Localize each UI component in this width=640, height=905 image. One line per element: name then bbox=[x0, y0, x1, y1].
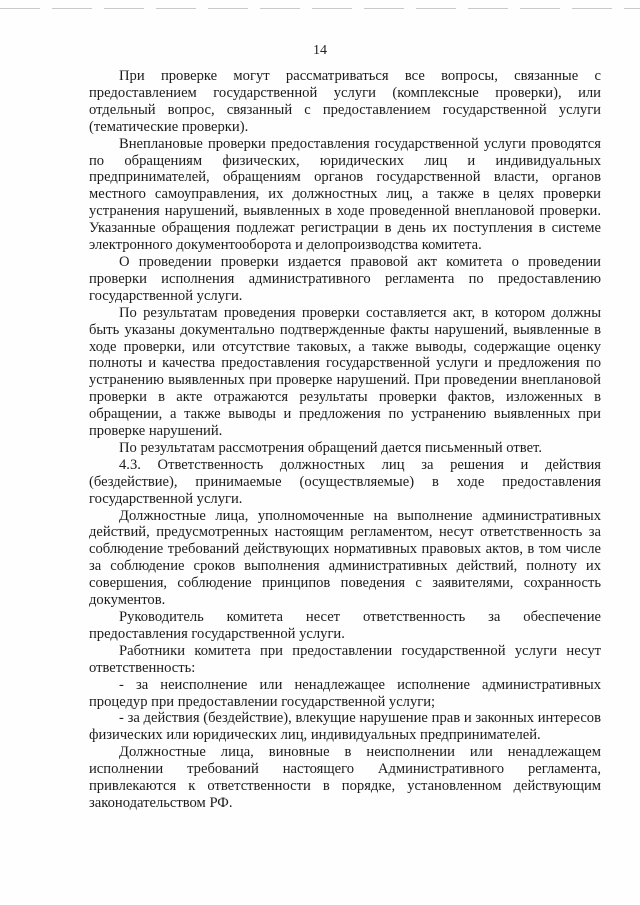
paragraph: Должностные лица, уполномоченные на выполнение административных действий, предусмотренных настоящим регламентом, несут ответственность за соблюдение требований действующих нормативных правовых актов, в том числе за соблюдение сроков выполнения административных действий, полноту их совершения, соблюдение принципов поведения с заявителями, сохранность документов. bbox=[89, 507, 601, 609]
body-text bbox=[89, 68, 601, 812]
paragraph: При проверке могут рассматриваться все вопросы, связанные с предоставлением государственной услуги (комплексные проверки), или отдельный вопрос, связанный с предоставлением государственной услуги (тематические проверки). bbox=[89, 68, 601, 135]
list-item: - за действия (бездействие), влекущие нарушение прав и законных интересов физических или юридических лиц, индивидуальных предпринимателей. bbox=[89, 710, 601, 744]
scan-edge bbox=[0, 8, 640, 9]
section-heading: 4.3. Ответственность должностных лиц за решения и действия (бездействие), принимаемые (осуществляемые) в ходе предоставления государственной услуги. bbox=[89, 456, 601, 507]
paragraph: Руководитель комитета несет ответственность за обеспечение предоставления государственной услуги. bbox=[89, 609, 601, 642]
page-number: 14 bbox=[313, 43, 327, 58]
paragraph: Работники комитета при предоставлении государственной услуги несут ответственность: bbox=[89, 642, 601, 676]
paragraph: По результатам рассмотрения обращений дается письменный ответ. bbox=[119, 439, 542, 456]
paragraph: Должностные лица, виновные в неисполнении или ненадлежащем исполнении требований настоящего Административного регламента, привлекаются к ответственности в порядке, установленном действующим законодательством РФ. bbox=[89, 744, 601, 811]
paragraph: По результатам проведения проверки составляется акт, в котором должны быть указаны документально подтвержденные факты нарушений, выявленные в ходе проверки, или отсутствие таковых, а также выводы, содержащие оценку полноты и качества предоставления государственной услуги и предложения по устранению выявленных при проверке нарушений. При проведении внеплановой проверки в акте отражаются результаты проверки фактов, изложенных в обращении, а также выводы и предложения по устранению выявленных при проверке нарушений. bbox=[89, 304, 601, 440]
list-item: - за неисполнение или ненадлежащее исполнение административных процедур при предоставлении государственной услуги; bbox=[89, 676, 601, 710]
paragraph: Внеплановые проверки предоставления государственной услуги проводятся по обращениям физических, юридических лиц и индивидуальных предпринимателей, обращениям органов государственной власти, органов местного самоуправления, их должностных лиц, а также в целях проверки устранения нарушений, выявленных в ходе проведенной внеплановой проверки. Указанные обращения подлежат регистрации в день их поступления в системе электронного документооборота и делопроизводства комитета. bbox=[89, 135, 601, 254]
paragraph: О проведении проверки издается правовой акт комитета о проведении проверки исполнения административного регламента по предоставлению государственной услуги. bbox=[89, 253, 601, 304]
